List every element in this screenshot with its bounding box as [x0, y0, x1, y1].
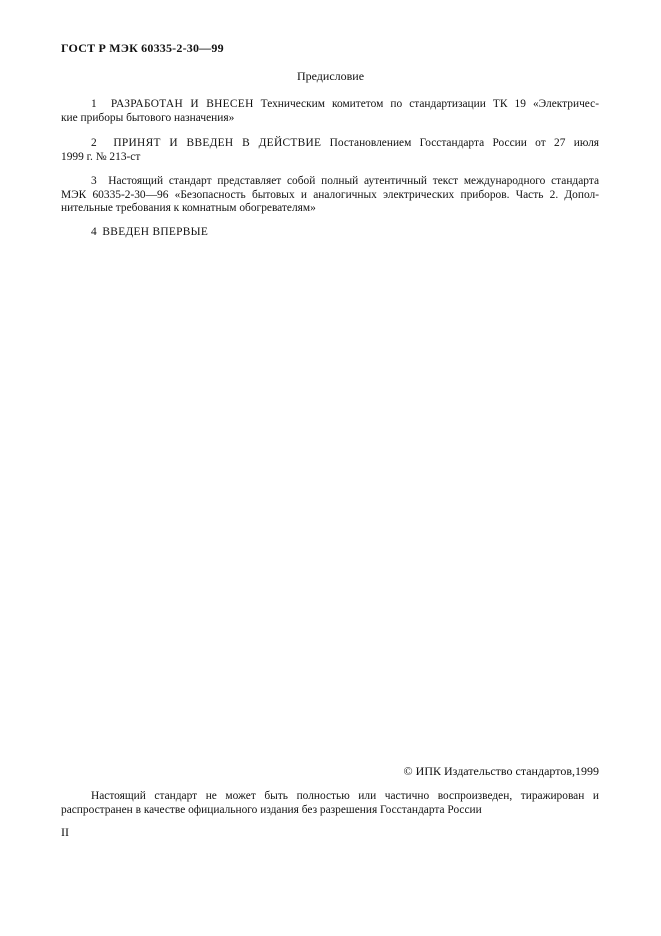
preface-item-1 — [61, 98, 599, 125]
preface-title: Предисловие — [296, 69, 365, 83]
item-text: Настоящий стандарт представляет собой полный аутентичный текст международного стандарта — [108, 175, 600, 187]
preface-item-3-line-2: МЭК 60335-2-30—96 «Безопасность бытовых и аналогичных электрических приборов. Часть 2. Допол- — [61, 188, 599, 201]
document-code: ГОСТ Р МЭК 60335-2-30—99 — [61, 41, 224, 55]
item-number: 1 — [91, 98, 97, 110]
item-lead: ВВЕДЕН ВПЕРВЫЕ — [102, 226, 209, 238]
item-number: 3 — [91, 175, 97, 187]
preface-item-4-line-1 — [61, 226, 599, 240]
item-number: 4 — [91, 226, 97, 238]
reproduction-notice-line-2: распространен в качестве официального издания без разрешения Госстандарта России — [61, 803, 482, 816]
item-lead: РАЗРАБОТАН И ВНЕСЕН — [110, 98, 254, 110]
item-number: 2 — [91, 137, 97, 149]
preface-item-3-line-3: нительные требования к комнатным обогревателям» — [61, 202, 316, 214]
preface-item-3-line-1 — [61, 175, 599, 189]
preface-item-3 — [61, 175, 599, 216]
item-text: Постановлением Госстандарта России от 27 июля — [329, 137, 599, 149]
preface-item-2-line-1 — [61, 137, 599, 151]
preface-item-2-line-2: 1999 г. № 213-ст — [61, 150, 141, 163]
reproduction-notice-line-1: Настоящий стандарт не может быть полностью или частично воспроизведен, тиражирован и — [91, 790, 599, 802]
reproduction-notice — [61, 790, 599, 817]
page-number: II — [61, 825, 69, 839]
preface-item-4 — [61, 226, 599, 240]
preface-item-2 — [61, 137, 599, 164]
preface-item-1-line-1 — [61, 98, 599, 112]
item-text: Техническим комитетом по стандартизации ТК 19 «Электричес- — [260, 98, 599, 110]
preface-item-1-line-2: кие приборы бытового назначения» — [61, 111, 235, 124]
copyright-notice: © ИПК Издательство стандартов,1999 — [403, 764, 599, 778]
item-lead: ПРИНЯТ И ВВЕДЕН В ДЕЙСТВИЕ — [113, 137, 322, 149]
